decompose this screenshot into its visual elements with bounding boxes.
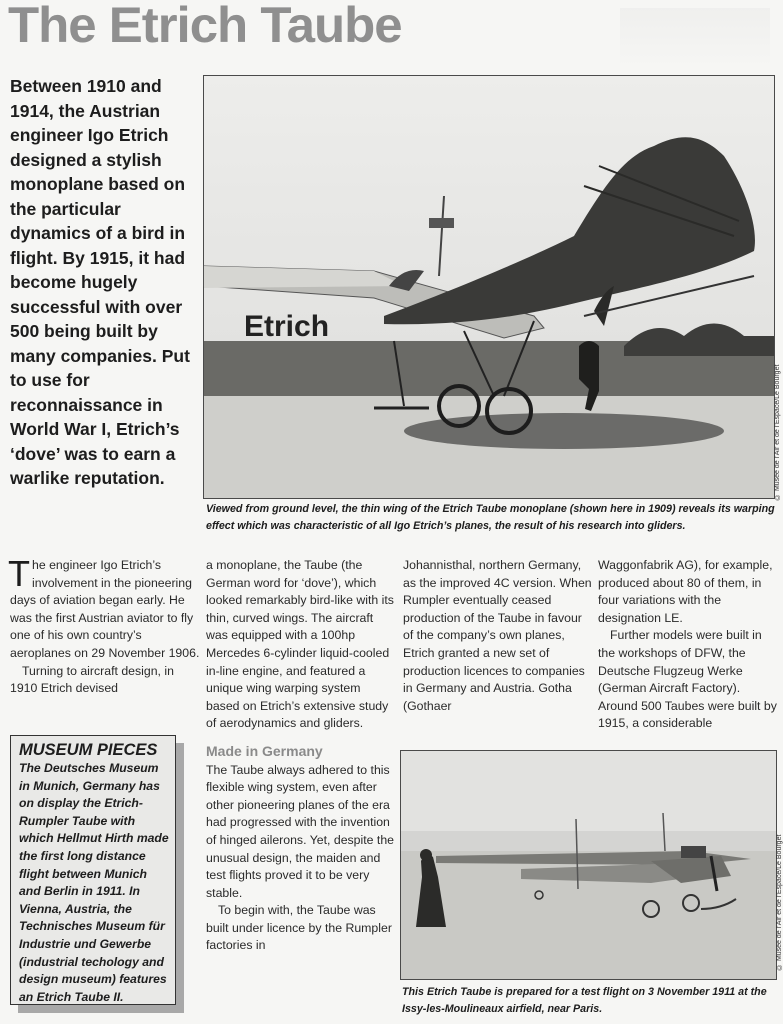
photo-caption-1: Viewed from ground level, the thin wing of the Etrich Taube monoplane (shown here in 1909) reveals its warping effect which was characteristic of all Igo Etrich’s planes, the result of his research into gliders. [206,503,775,532]
body-paragraph: Waggonfabrik AG), for example, produced about 80 of them, in four variations with the designation LE. [598,558,773,625]
drop-cap: T [8,553,30,594]
photo-credit-2: © Musée de l’Air et de l’Espace/Le Bourget [776,834,783,970]
photo-taube-ground-level-illustration [204,76,774,498]
body-column-3 [403,557,593,715]
sidebar-museum-pieces [10,735,176,1005]
photo-taube-ground-level [203,75,775,499]
body-paragraph: Turning to aircraft design, in 1910 Etrich devised [10,663,174,696]
photo-credit-1: © Musée de l’Air et de l’Espace/Le Bourget [774,364,781,500]
body-column-1 [8,553,200,698]
body-paragraph: To begin with, the Taube was built under licence by the Rumpler factories in [206,903,392,953]
body-column-4 [598,557,778,733]
fuselage-lettering: Etrich [244,310,330,343]
section-subheading: Made in Germany [206,742,323,759]
photo-taube-issy-airfield-illustration [401,751,776,979]
photo-taube-issy-airfield [400,750,777,980]
body-paragraph: a monoplane, the Taube (the German word for ‘dove’), which looked remarkably bird-like with its thin, curved wings. The aircraft was equipped with a 100hp Mercedes 6-cylinder liquid-cooled in-line engine, and featured a unique wing warping system based on Etrich’s extensive study of aerodynamics and gliders. [206,558,394,731]
body-column-2 [206,557,396,955]
intro-standfirst: Between 1910 and 1914, the Austrian engineer Igo Etrich designed a stylish monoplane based on the particular dynamics of a bird in flight. By 1915, it had become hugely successful with over 500 being built by many companies. Put to use for reconnaissance in World War I, Etrich’s ‘dove’ was to earn a warlike reputation. [10,76,190,488]
body-paragraph: The Taube always adhered to this flexible wing system, even after other pioneering planes of the era had progressed with the invention of hinged ailerons. Yet, despite the unusual design, the maiden and test flights proved it to be very stable. [206,762,395,900]
body-paragraph [8,553,200,663]
sidebar-text: The Deutsches Museum in Munich, Germany has on display the Etrich-Rumpler Taube with which Hellmut Hirth made the first long distance flight between Munich and Berlin in 1911. In Vienna, Austria, the Technisches Museum für Industrie und Gewerbe (industrial techology and design museum) features an Etrich Taube II. [19,761,169,1004]
body-paragraph: Further models were built in the workshops of DFW, the Deutsche Flugzeug Werke (German Aircraft Factory). Around 500 Taubes were built by 1915, a considerable [598,628,777,731]
photo-caption-2: This Etrich Taube is prepared for a test flight on 3 November 1911 at the Issy-les-Moulineaux airfield, near Paris. [402,986,767,1015]
paragraph-text: he engineer Igo Etrich’s involvement in the pioneering days of aviation began early. He was the first Austrian aviator to fly one of his own country’s aeroplanes on 29 November 1906. [10,558,200,660]
sidebar-title: MUSEUM PIECES [19,741,158,759]
page-title: The Etrich Taube [8,0,402,53]
show-through-text [620,8,770,68]
body-paragraph: Johannisthal, northern Germany, as the improved 4C version. When Rumpler eventually ceased production of the Taube in favour of the company’s own planes, Etrich granted a new set of production licences to companies in Germany and Austria. Gotha (Gothaer [403,558,592,713]
